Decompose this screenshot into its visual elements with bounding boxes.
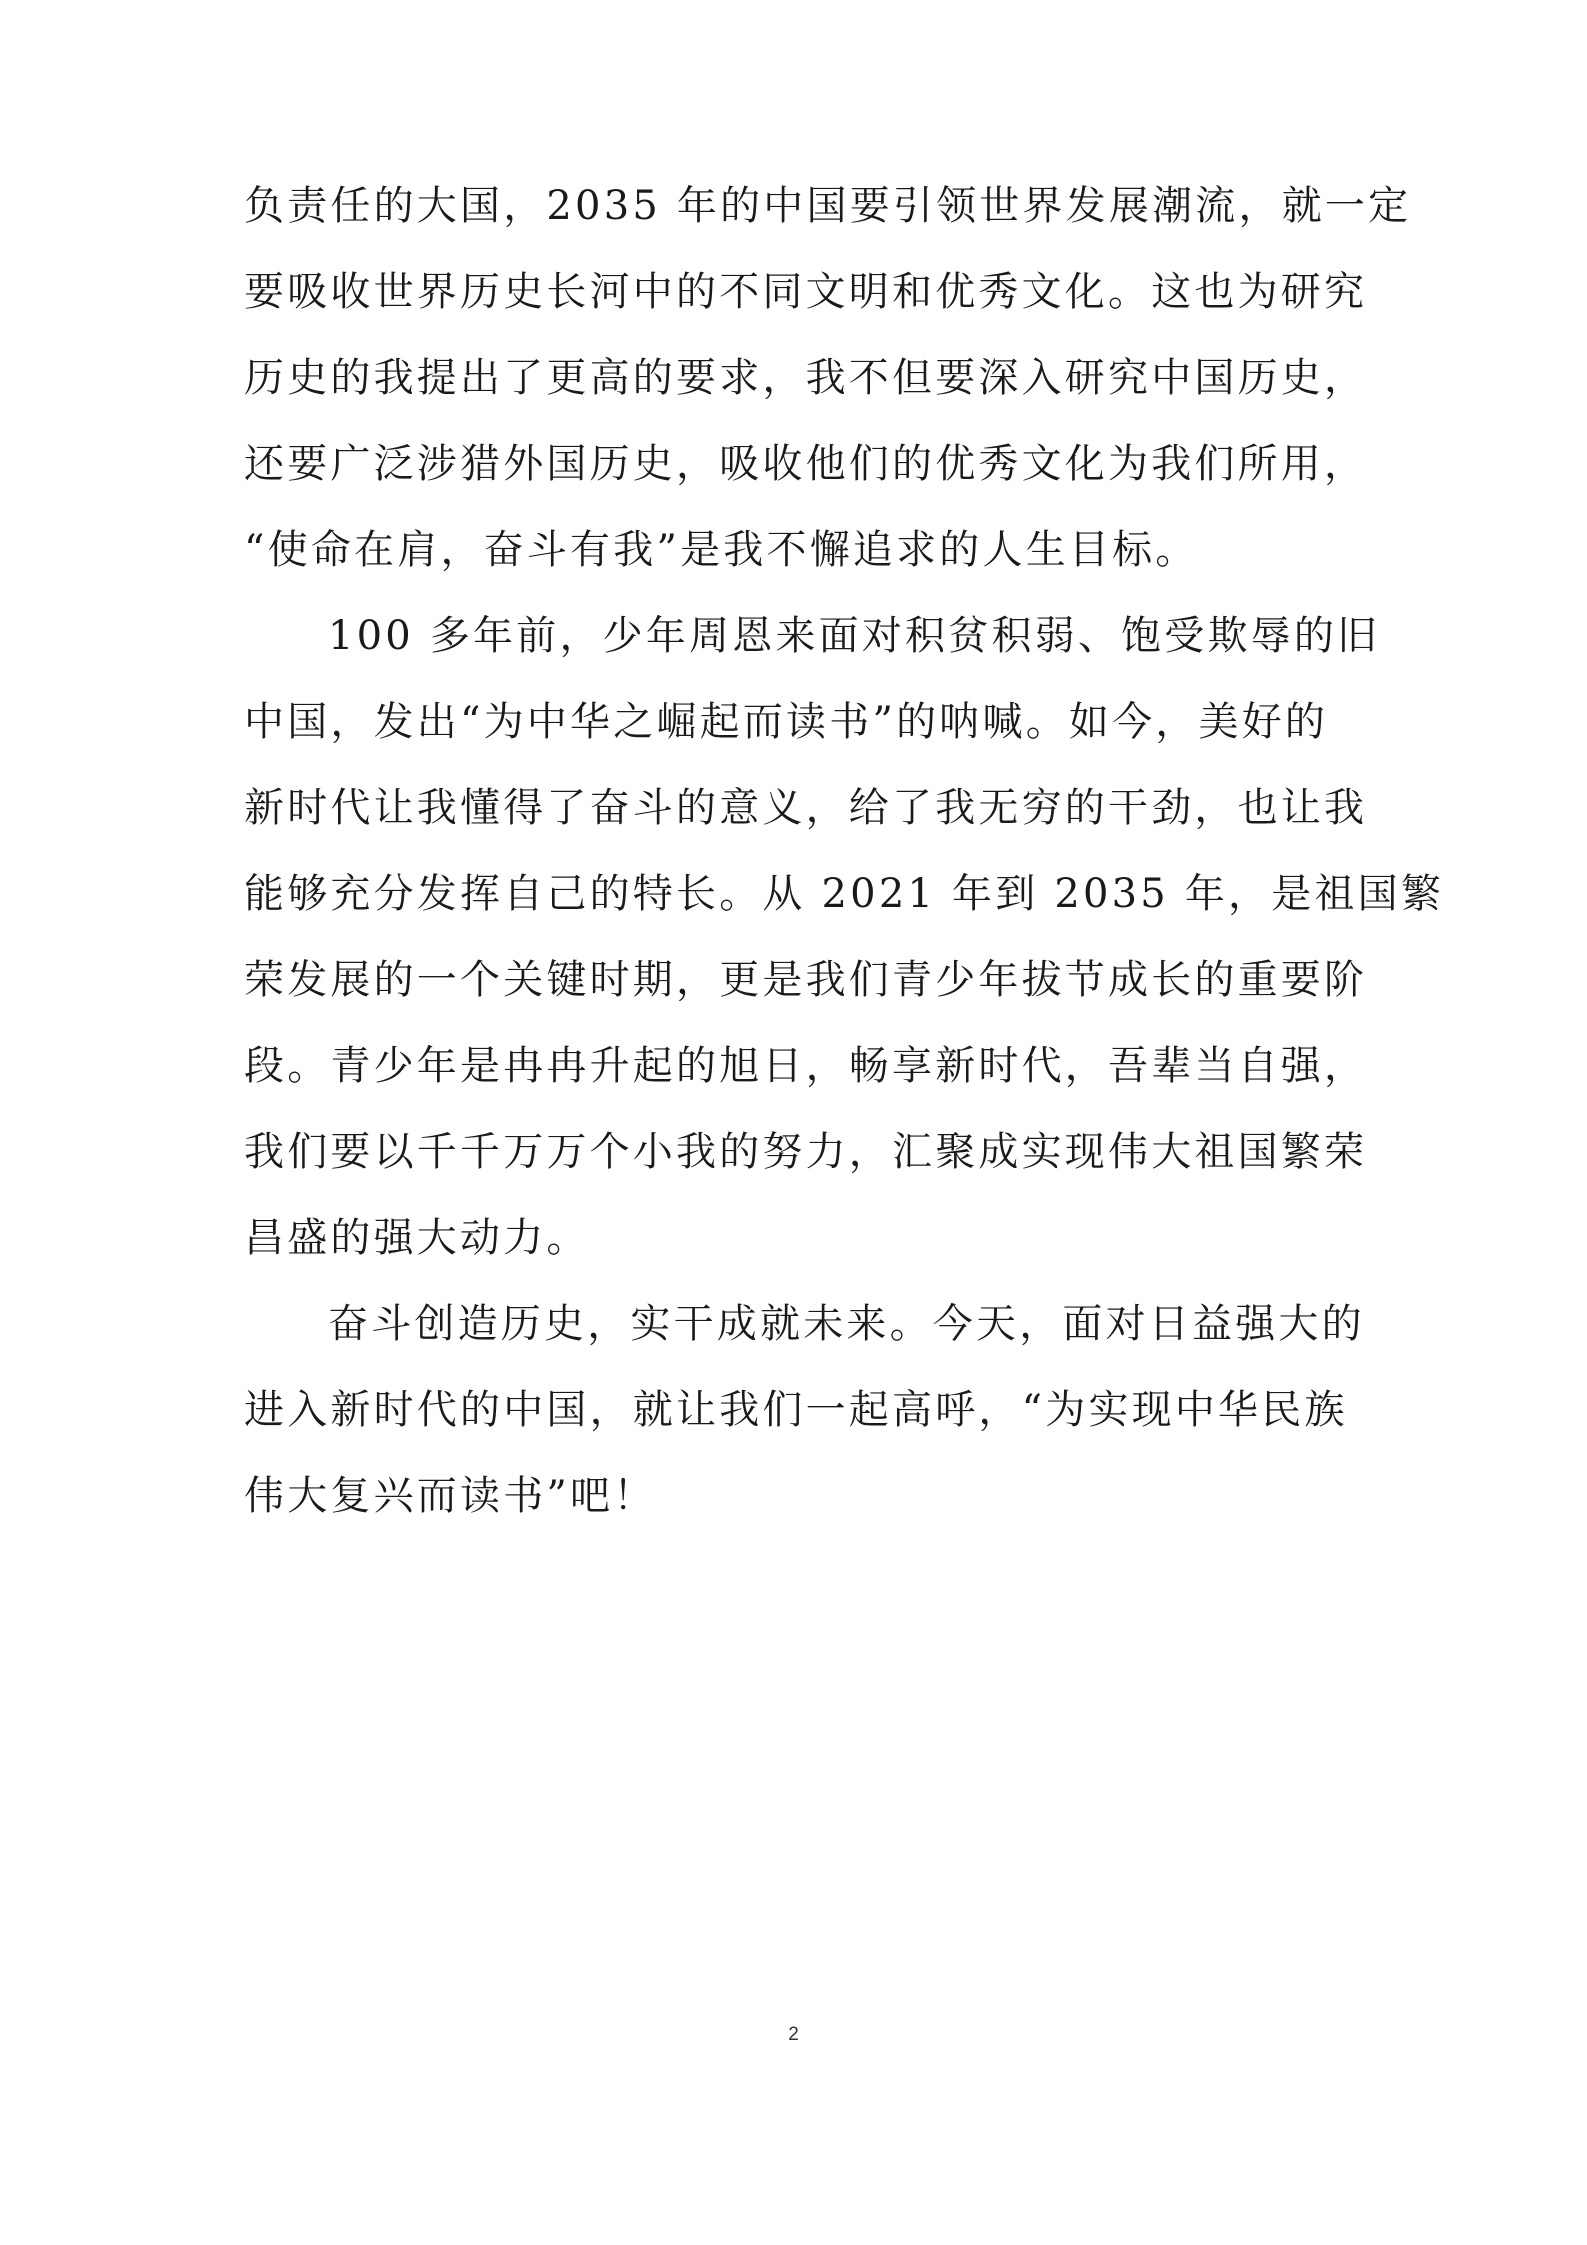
text-line: 要吸收世界历史长河中的不同文明和优秀文化。这也为研究	[244, 269, 1368, 315]
text-line: “使命在肩，奋斗有我”是我不懈追求的人生目标。	[244, 527, 1199, 573]
text-line: 负责任的大国，2035 年的中国要引领世界发展潮流，就一定	[244, 183, 1412, 229]
page-number: 2	[788, 2024, 799, 2045]
text-line: 新时代让我懂得了奋斗的意义，给了我无穷的干劲，也让我	[244, 785, 1368, 831]
text-line-paragraph-start: 奋斗创造历史，实干成就未来。今天，面对日益强大的	[328, 1301, 1365, 1347]
text-line: 伟大复兴而读书”吧！	[244, 1473, 657, 1519]
text-line: 段。青少年是冉冉升起的旭日，畅享新时代，吾辈当自强，	[244, 1043, 1368, 1089]
text-line: 历史的我提出了更高的要求，我不但要深入研究中国历史，	[244, 355, 1368, 401]
body-text	[244, 163, 1445, 1539]
text-line: 昌盛的强大动力。	[244, 1215, 590, 1261]
text-line: 还要广泛涉猎外国历史，吸收他们的优秀文化为我们所用，	[244, 441, 1368, 487]
text-line-paragraph-start: 100 多年前，少年周恩来面对积贫积弱、饱受欺辱的旧	[328, 613, 1381, 659]
text-line: 中国，发出“为中华之崛起而读书”的呐喊。如今，美好的	[244, 699, 1329, 745]
text-line: 进入新时代的中国，就让我们一起高呼，“为实现中华民族	[244, 1387, 1348, 1433]
text-line: 能够充分发挥自己的特长。从 2021 年到 2035 年，是祖国繁	[244, 871, 1445, 917]
text-line: 我们要以千千万万个小我的努力，汇聚成实现伟大祖国繁荣	[244, 1129, 1368, 1175]
text-line: 荣发展的一个关键时期，更是我们青少年拔节成长的重要阶	[244, 957, 1368, 1003]
